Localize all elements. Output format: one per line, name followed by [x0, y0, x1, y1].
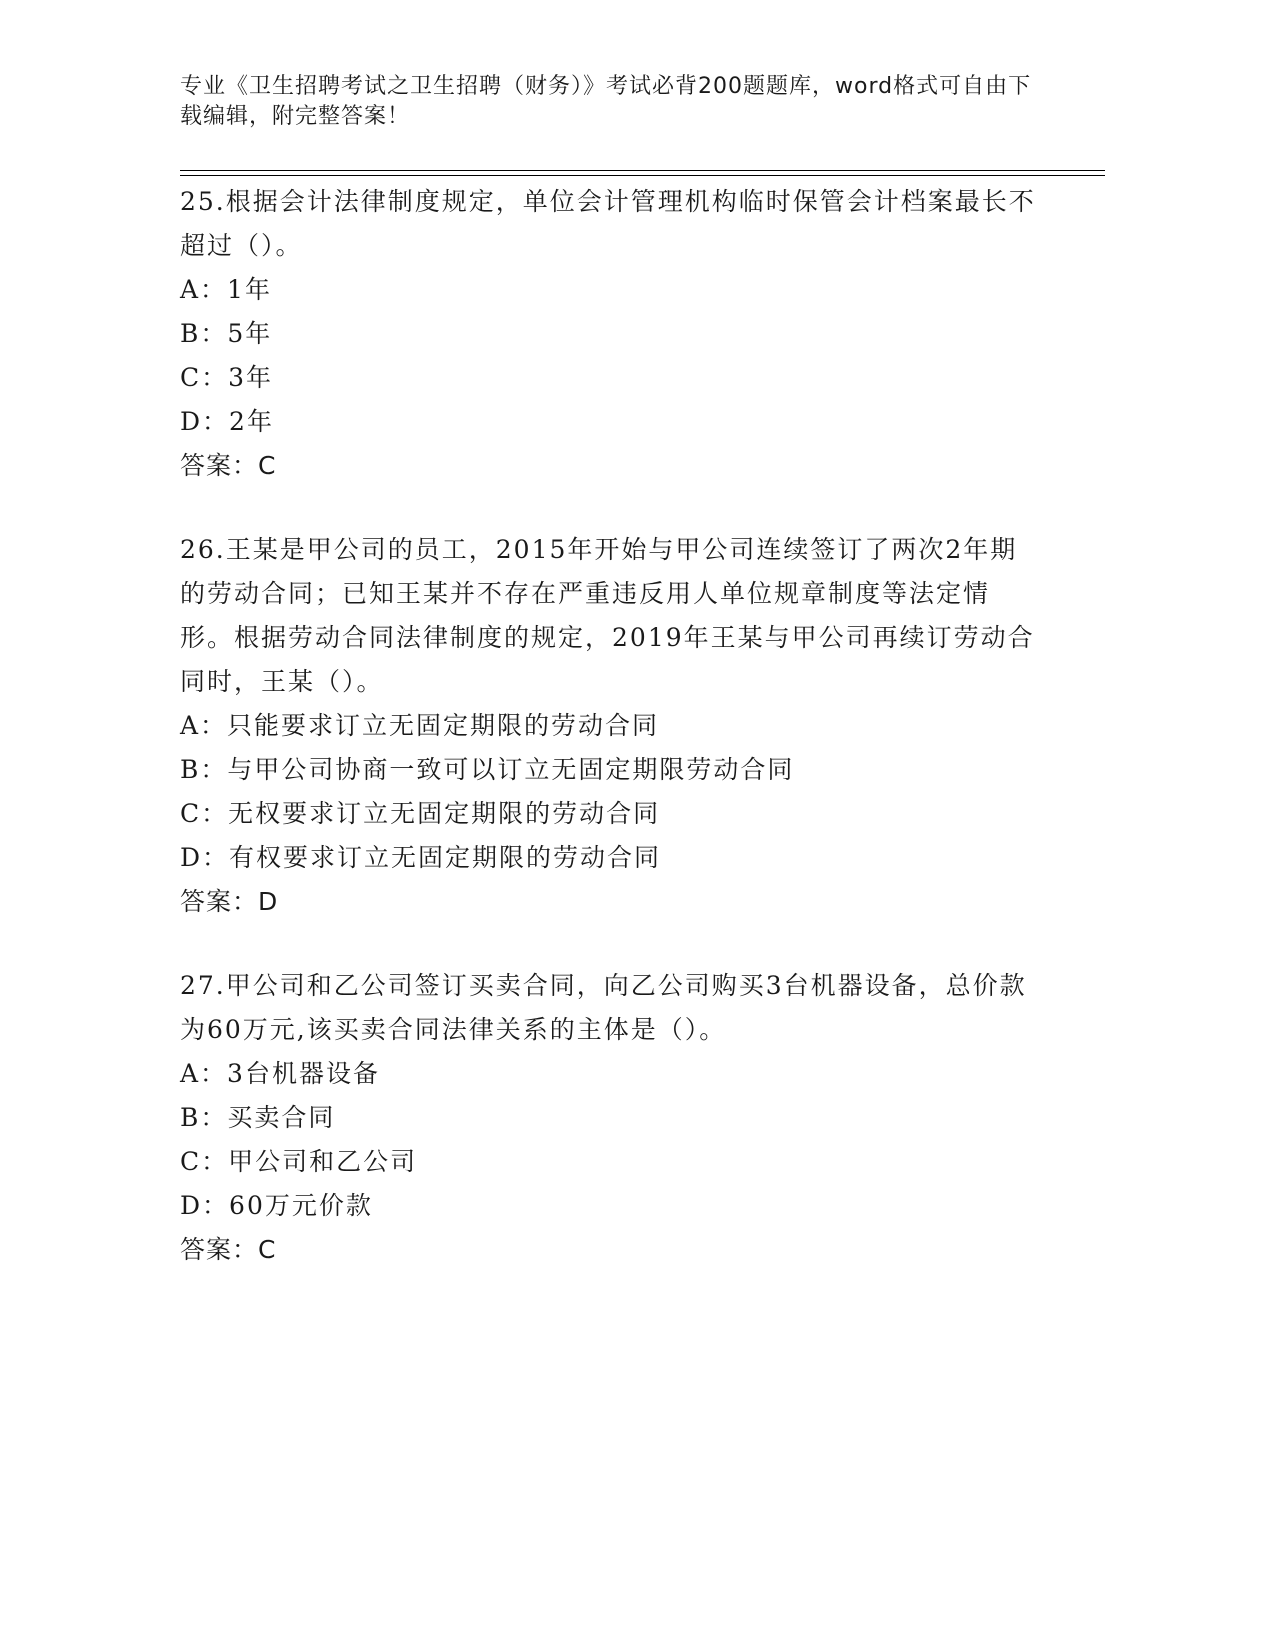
- option-b: B：5年: [180, 319, 273, 348]
- header-divider-bottom: [180, 175, 1105, 176]
- question-stem: 27.甲公司和乙公司签订买卖合同，向乙公司购买3台机器设备，总价款为60万元,该买卖合同法律关系的主体是（）。: [180, 971, 1027, 1044]
- answer-line: 答案：C: [180, 451, 277, 480]
- option-d: D：有权要求订立无固定期限的劳动合同: [180, 843, 662, 872]
- option-a: A：1年: [180, 275, 272, 304]
- question-25: [180, 180, 1040, 488]
- option-b: B：与甲公司协商一致可以订立无固定期限劳动合同: [180, 755, 795, 784]
- answer-line: 答案：D: [180, 887, 279, 916]
- header-divider-top: [180, 170, 1105, 171]
- option-c: C：无权要求订立无固定期限的劳动合同: [180, 799, 661, 828]
- question-26: [180, 528, 1040, 924]
- option-b: B：买卖合同: [180, 1103, 336, 1132]
- question-stem: 25.根据会计法律制度规定，单位会计管理机构临时保管会计档案最长不超过（）。: [180, 187, 1036, 260]
- question-stem: 26.王某是甲公司的员工，2015年开始与甲公司连续签订了两次2年期的劳动合同；已知王某并不存在严重违反用人单位规章制度等法定情形。根据劳动合同法律制度的规定，2019年王某与甲公司再续订劳动合同时，王某（）。: [180, 535, 1035, 696]
- document-header: 专业《卫生招聘考试之卫生招聘（财务）》考试必背200题题库，word格式可自由下载编辑，附完整答案！: [180, 74, 1032, 129]
- option-c: C：甲公司和乙公司: [180, 1147, 418, 1176]
- question-27: [180, 964, 1040, 1272]
- option-a: A：只能要求订立无固定期限的劳动合同: [180, 711, 660, 740]
- option-c: C：3年: [180, 363, 274, 392]
- option-d: D：60万元价款: [180, 1191, 373, 1220]
- option-d: D：2年: [180, 407, 274, 436]
- option-a: A：3台机器设备: [180, 1059, 380, 1088]
- answer-line: 答案：C: [180, 1235, 277, 1264]
